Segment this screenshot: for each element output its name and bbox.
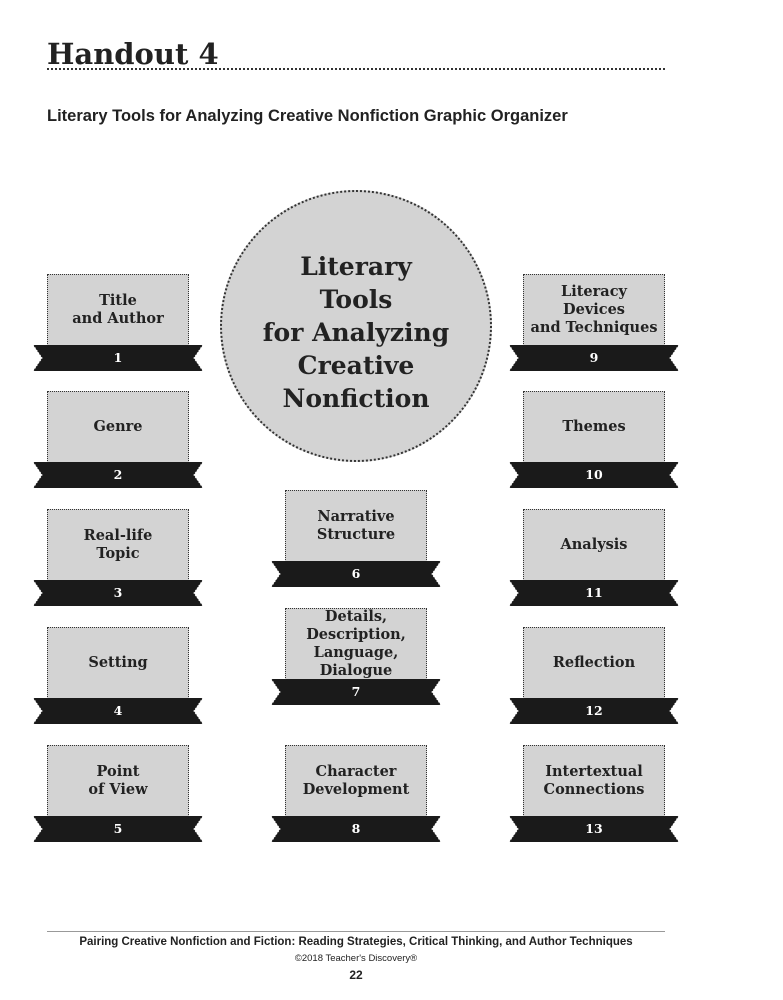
title-divider [47, 68, 665, 70]
footer-divider [47, 931, 665, 932]
footer-page-number: 22 [349, 968, 363, 982]
tool-label: Reflection [552, 654, 636, 671]
tool-label: Literacy Devices and Techniques [530, 283, 658, 336]
number-ribbon-6 [271, 561, 441, 587]
number-ribbon-13 [509, 816, 679, 842]
tool-number: 4 [113, 703, 123, 718]
tool-label: Details, Description, Language, Dialogue [306, 608, 406, 679]
number-ribbon-5 [33, 816, 203, 842]
number-ribbon-1 [33, 345, 203, 371]
tool-label: Genre [93, 418, 143, 435]
tool-box-5 [47, 745, 189, 817]
tool-box-9 [523, 274, 665, 346]
tool-box-12 [523, 627, 665, 699]
tool-number: 6 [351, 566, 361, 581]
tool-number: 9 [589, 350, 599, 365]
footer-copyright: ©2018 Teacher's Discovery® [294, 953, 418, 964]
tool-label: Setting [88, 654, 148, 671]
tool-box-6 [285, 490, 427, 562]
tool-label: Title and Author [72, 292, 164, 327]
number-ribbon-11 [509, 580, 679, 606]
tool-box-10 [523, 391, 665, 463]
number-ribbon-7 [271, 679, 441, 705]
number-ribbon-12 [509, 698, 679, 724]
number-ribbon-2 [33, 462, 203, 488]
tool-number: 7 [351, 684, 361, 699]
tool-number: 5 [113, 821, 123, 836]
page-subtitle: Literary Tools for Analyzing Creative Nonfiction Graphic Organizer [47, 107, 568, 125]
tool-label: Point of View [88, 763, 148, 798]
tool-box-1 [47, 274, 189, 346]
handout-title: Handout 4 [47, 37, 219, 71]
tool-number: 1 [113, 350, 123, 365]
center-circle-text: Literary Tools for Analyzing Creative Nonfiction [262, 252, 450, 413]
number-ribbon-4 [33, 698, 203, 724]
tool-number: 2 [113, 467, 123, 482]
center-circle [220, 190, 492, 462]
tool-box-8 [285, 745, 427, 817]
tool-number: 8 [351, 821, 361, 836]
footer-book-title: Pairing Creative Nonfiction and Fiction: Reading Strategies, Critical Thinking, and Author Techniques [79, 936, 633, 948]
number-ribbon-10 [509, 462, 679, 488]
tool-number: 13 [585, 821, 603, 836]
tool-label: Narrative Structure [316, 508, 396, 543]
tool-number: 10 [585, 467, 603, 482]
tool-label: Analysis [560, 536, 628, 553]
tool-label: Intertextual Connections [543, 763, 645, 798]
tool-number: 11 [585, 585, 603, 600]
tool-label: Character Development [302, 763, 410, 798]
number-ribbon-8 [271, 816, 441, 842]
tool-box-2 [47, 391, 189, 463]
number-ribbon-3 [33, 580, 203, 606]
tool-number: 3 [113, 585, 123, 600]
tool-label: Real-life Topic [83, 527, 153, 562]
tool-number: 12 [585, 703, 603, 718]
tool-box-3 [47, 509, 189, 581]
number-ribbon-9 [509, 345, 679, 371]
tool-box-11 [523, 509, 665, 581]
tool-label: Themes [562, 418, 626, 435]
tool-box-13 [523, 745, 665, 817]
tool-box-7 [285, 608, 427, 680]
tool-box-4 [47, 627, 189, 699]
